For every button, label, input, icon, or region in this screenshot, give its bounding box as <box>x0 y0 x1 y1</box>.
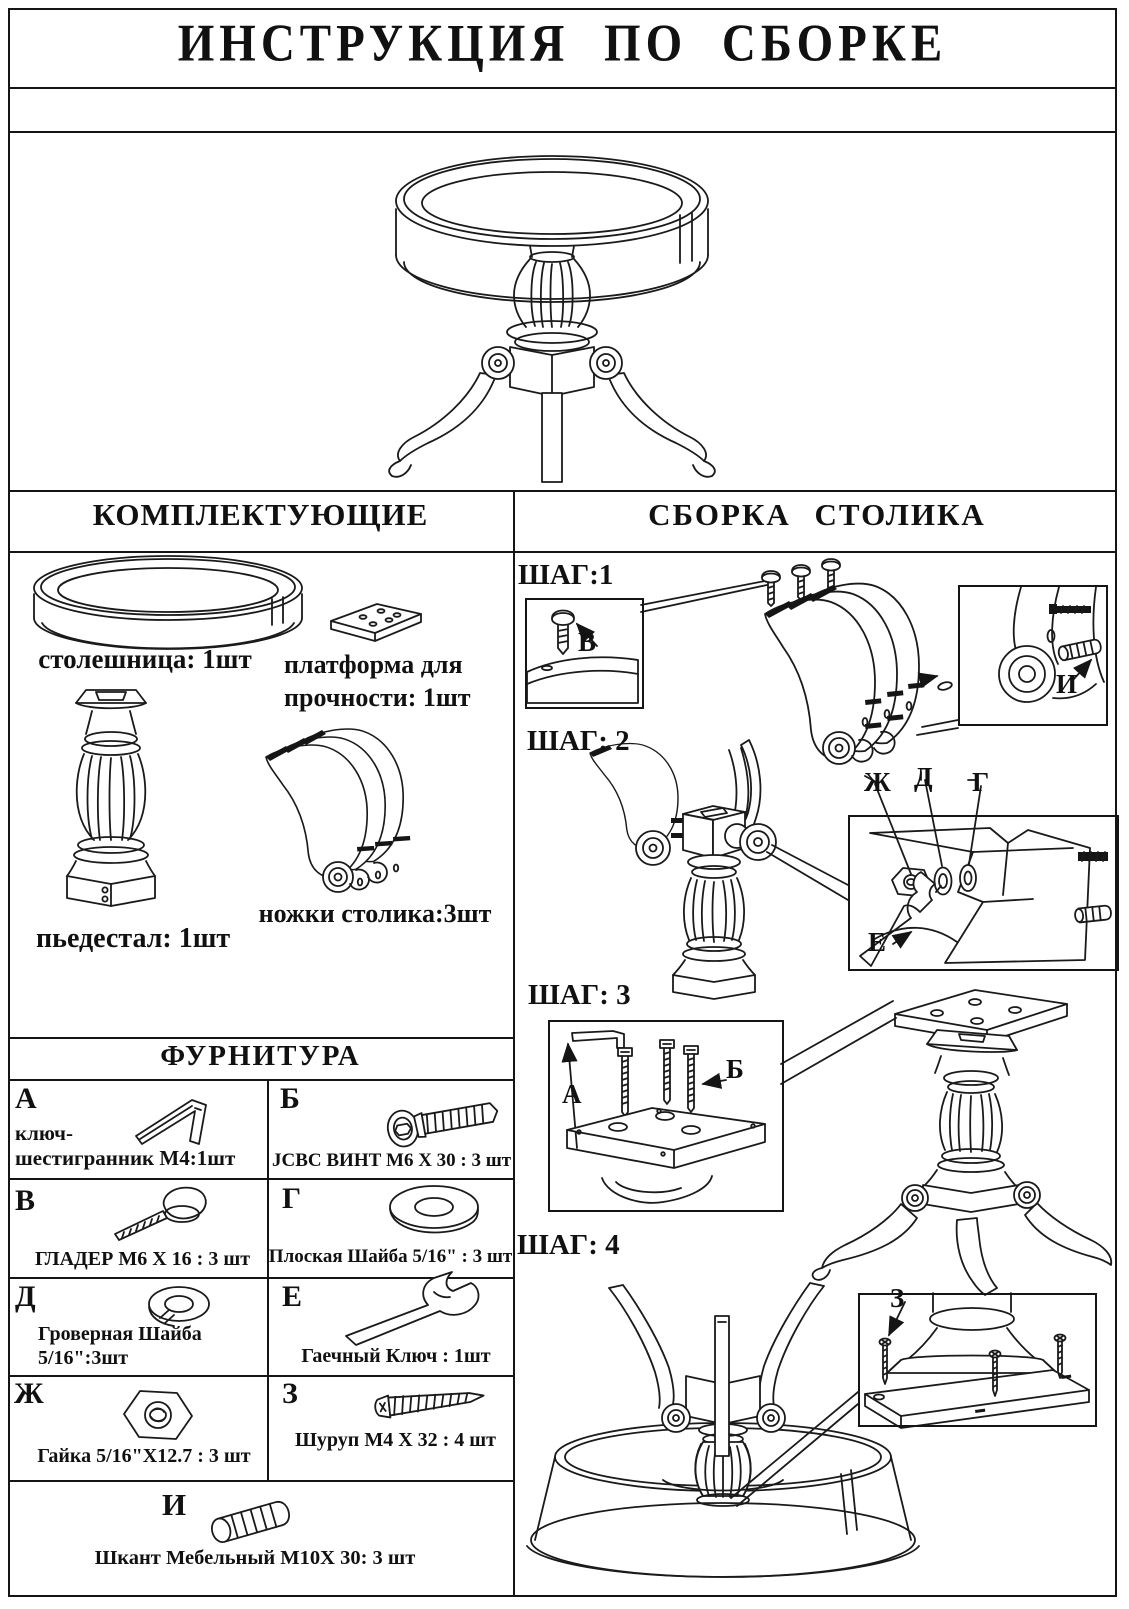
hardware-key-i: И <box>162 1487 187 1522</box>
callout-z: З <box>890 1283 905 1313</box>
step3-assembled-base <box>813 990 1112 1295</box>
hardware-key-zh: Ж <box>14 1377 44 1410</box>
hardware-label-zh: Гайка 5/16"Х12.7 : 3 шт <box>37 1445 251 1467</box>
divider <box>8 1375 515 1377</box>
step4-detail-box <box>858 1293 1097 1427</box>
divider <box>8 1037 515 1039</box>
step2-pedestal <box>673 740 776 999</box>
callout-e: Е <box>868 927 887 957</box>
hardware-key-z: З <box>282 1377 298 1410</box>
hardware-label-e: Гаечный Ключ : 1шт <box>301 1345 491 1367</box>
hardware-label-g: Плоская Шайба 5/16" : 3 шт <box>268 1246 513 1267</box>
hardware-key-d: Д <box>15 1280 36 1313</box>
assembly-header: СБОРКА СТОЛИКА <box>648 497 986 532</box>
hardware-label-d1: Гроверная Шайба <box>38 1323 202 1345</box>
hardware-table-divider <box>267 1079 269 1480</box>
part-label-pedestal: пьедестал: 1шт <box>36 923 231 954</box>
hardware-key-b: Б <box>280 1082 300 1115</box>
divider <box>8 1079 515 1081</box>
step1-detail-box-i <box>958 585 1108 726</box>
hardware-label-a2: шестигранник М4:1шт <box>15 1146 236 1170</box>
step1-leg-stack <box>765 584 953 764</box>
part-label-tabletop: столешница: 1шт <box>38 644 252 674</box>
divider <box>8 490 1117 492</box>
part-label-platform-line2: прочности: 1шт <box>284 683 471 712</box>
step2-label: ШАГ: 2 <box>527 725 630 757</box>
callout-d: Д <box>914 762 933 792</box>
step1-label: ШАГ:1 <box>518 559 614 591</box>
divider <box>8 1480 515 1482</box>
pedestal-drawing <box>48 683 174 909</box>
step2-detail-box <box>848 815 1119 971</box>
callout-g: Г <box>972 767 990 797</box>
dowel-icon <box>200 1484 300 1554</box>
components-header: КОМПЛЕКТУЮЩИЕ <box>92 497 429 532</box>
hardware-label-b: JCBC ВИНТ М6 Х 30 : 3 шт <box>272 1150 512 1171</box>
confirmat-bolt-icon <box>380 1082 508 1152</box>
step2-loose-leg <box>590 744 684 865</box>
divider <box>8 131 1117 133</box>
hardware-key-e: Е <box>282 1280 303 1313</box>
assembled-table-drawing <box>290 135 850 487</box>
wood-screw-icon <box>372 1378 497 1426</box>
hardware-label-d2: 5/16":3шт <box>38 1347 129 1369</box>
step4-label: ШАГ: 4 <box>517 1229 620 1261</box>
hardware-key-g: Г <box>282 1182 302 1215</box>
legs-drawing <box>252 724 410 896</box>
wrench-icon <box>340 1272 498 1350</box>
callout-a: А <box>562 1079 582 1109</box>
callout-zh: Ж <box>864 767 891 797</box>
part-label-platform-line1: платформа для <box>284 650 463 679</box>
hex-nut-icon <box>120 1385 196 1447</box>
callout-i: И <box>1056 669 1078 699</box>
page-title: ИНСТРУКЦИЯ ПО СБОРКЕ <box>177 14 948 74</box>
part-label-legs: ножки столика:3шт <box>258 899 492 928</box>
flat-washer-icon <box>378 1180 490 1242</box>
hardware-label-v: ГЛАДЕР М6 Х 16 : 3 шт <box>34 1248 251 1270</box>
platform-drawing <box>323 597 431 657</box>
divider <box>8 87 1117 89</box>
round-head-bolt-icon <box>105 1178 215 1253</box>
hardware-key-a: А <box>15 1082 37 1115</box>
hardware-label-a1: ключ- <box>15 1121 73 1145</box>
step3-detail-box <box>548 1020 784 1212</box>
step3-label: ШАГ: 3 <box>528 979 631 1011</box>
hardware-label-z: Шуруп М4 Х 32 : 4 шт <box>294 1429 497 1451</box>
hardware-header: ФУРНИТУРА <box>160 1040 361 1072</box>
callout-b: Б <box>726 1054 744 1084</box>
hardware-label-i: Шкант Мебельный М10Х 30: 3 шт <box>94 1547 416 1569</box>
tabletop-drawing <box>22 550 307 658</box>
callout-v: В <box>578 627 597 657</box>
hardware-key-v: В <box>15 1184 36 1217</box>
